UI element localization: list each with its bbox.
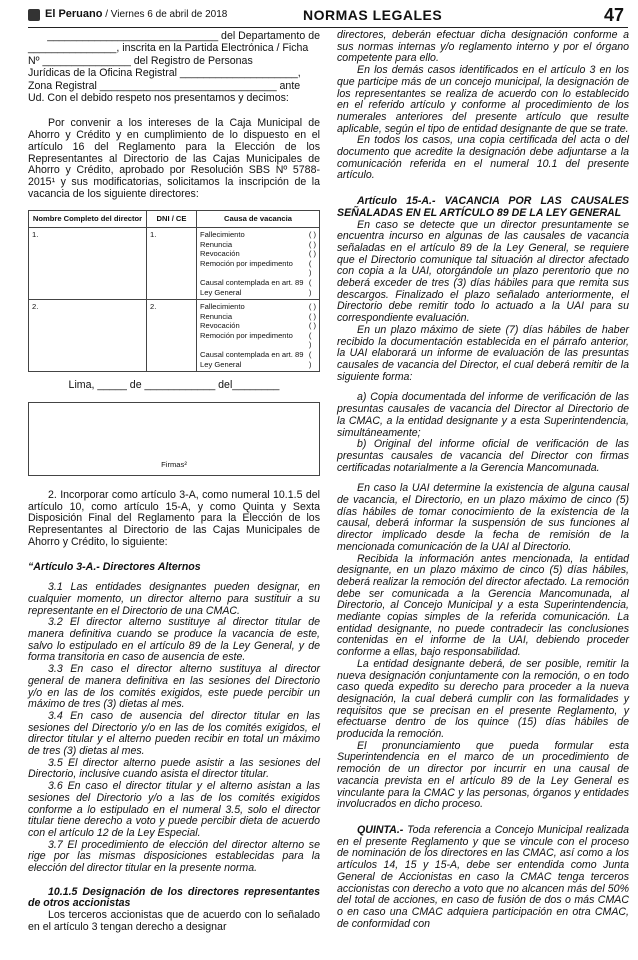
article-3a-body	[28, 582, 320, 875]
table-header: Nombre Completo del director	[29, 211, 147, 228]
table-header: Causa de vacancia	[197, 211, 320, 228]
newspaper-logo-icon	[28, 9, 40, 21]
paragraph: En todos los casos, una copia certificada del acta o del documento que acredite la designación debe adjuntarse a la comunicación referida en el numeral 10.1 del presente artículo.	[337, 134, 629, 182]
cause-checkbox: ( )	[308, 302, 316, 312]
paragraph: En los demás casos identificados en el artículo 3 en los que participe más de un concejo municipal, la designación de los representantes se realiza de acuerdo con lo establecido en el referido artículo y conforme al procedimiento de los numerales anteriores del presente artículo que resulte aplicable, según el tipo de entidad designante de que se trate.	[337, 64, 629, 135]
form-line: _______________, inscrita en la Partida Electrónica / Ficha	[28, 42, 309, 55]
cause-label: Revocación	[200, 249, 240, 259]
cause-label: Fallecimiento	[200, 302, 245, 312]
paragraph: directores, deberán efectuar dicha designación conforme a sus normas internas y/o reglamento interno y por el órgano competente para ello.	[337, 29, 629, 65]
quinta-text: Toda referencia a Concejo Municipal realizada en el presente Reglamento y que se vincule con el proceso de nominación de los directores en las CMAC, así como a los artículos 14, 15 y 15-A, debe ser entendida como Junta General de Accionistas en caso la CMAC tenga terceros accionistas con derecho a voto que no alcancen más del 50% del total de acciones, en caso de fusión de dos o más CMAC o en caso una CMAC adquiera participación en otra CMAC, de conformidad con	[337, 824, 629, 930]
publication-name: El Peruano / Viernes 6 de abril de 2018	[45, 8, 228, 20]
intro-paragraph: Por convenir a los intereses de la Caja Municipal de Ahorro y Crédito y en cumplimiento de lo dispuesto en el artículo 16 del Reglamento para la Elección de los Representantes al Directorio de las Cajas Municipales de Ahorro y Crédito, aprobado por Resolución SBS Nº 5788-2015¹ y sus modificatorias, solicitamos la inscripción de la vacancia de los siguiente directores:	[28, 117, 320, 200]
article-paragraph: 3.7 El procedimiento de elección del director alterno se rige por las mismas disposiciones establecidas para la elección del director titular en la presente norma.	[28, 838, 320, 875]
article-paragraph: 3.3 En caso el director alterno sustituya al director general de manera definitiva en las sesiones del Directorio y/o en las de los comités exigidos, este puede percibir un máximo de tres (3) dietas al mes.	[28, 663, 320, 711]
cause-label: Causal contemplada en art. 89 Ley General	[200, 277, 304, 297]
cause-checkbox: ( )	[308, 277, 312, 297]
cause-label: Remoción por impedimento	[200, 258, 293, 268]
quinta-title: QUINTA.-	[357, 824, 404, 836]
form-line: Jurídicas de la Oficina Registral ____________________,	[28, 67, 301, 80]
director-name-cell: 1.	[29, 227, 147, 299]
page-header	[28, 6, 628, 28]
article-paragraph: 3.2 El director alterno sustituye al director titular de manera definitiva cuando se produce la vacancia de este, salvo lo estipulado en el artículo 89 de la Ley General, y de forma transitoria en caso de ausencia de este.	[28, 616, 320, 664]
cause-label: Fallecimiento	[200, 229, 245, 239]
table-row	[29, 300, 320, 372]
form-line: Zona Registral ______________________________ ante	[28, 79, 301, 92]
paragraph: a) Copia documentada del informe de verificación de las presuntas causales de vacancia del Director al Directorio de la CMAC, a la entidad designante y a esta Superintendencia, simultáneamente;	[337, 391, 629, 439]
dni-cell: 1.	[147, 227, 197, 299]
paragraph: La entidad designante deberá, de ser posible, remitir la nueva designación conjuntamente con la remoción, o en todo caso queda expedito su derecho para proceder a la nueva designación, la cual deberá cumplir con las formalidades y requisitos que se precisan en el presente Reglamento, y efectuarse dentro de los quince (15) días hábiles de producida la remoción.	[337, 657, 629, 741]
director-name-cell: 2.	[29, 300, 147, 372]
right-column	[337, 30, 629, 930]
cause-cell	[197, 227, 320, 299]
section-title: NORMAS LEGALES	[303, 7, 443, 23]
cause-checkbox: ( )	[308, 249, 316, 259]
cause-checkbox: ( )	[308, 330, 312, 350]
article-paragraph: 3.4 En caso de ausencia del director titular en las sesiones del Directorio y/o en las de los comités exigidos, el director titular y el alterno pueden recibir en total un máximo de tres (3) dietas al mes.	[28, 709, 320, 758]
cause-label: Causal contemplada en art. 89 Ley General	[200, 350, 304, 369]
article-15a-title: Artículo 15-A.- VACANCIA POR LAS CAUSALES SEÑALADAS EN EL ARTÍCULO 89 DE LA LEY GENERAL	[337, 195, 629, 219]
numeral-1015-text: Los terceros accionistas que de acuerdo con lo señalado en el artículo 3 tengan derecho a designar	[28, 909, 320, 933]
numeral-1015-title: 10.1.5 Designación de los directores representantes de otros accionistas	[28, 885, 320, 910]
cause-checkbox: ( )	[308, 350, 312, 369]
table-row	[29, 227, 320, 299]
form-header-lines	[28, 30, 320, 104]
cause-label: Remoción por impedimento	[200, 330, 293, 340]
article-3a-title: “Artículo 3-A.- Directores Alternos	[28, 561, 201, 574]
cause-label: Revocación	[200, 321, 240, 331]
article-paragraph: 3.5 El director alterno puede asistir a las sesiones del Directorio, inclusive cuando asista el director titular.	[28, 756, 320, 781]
left-column	[28, 30, 320, 934]
cause-checkbox: ( )	[308, 229, 316, 239]
paragraph: En caso la UAI determine la existencia de alguna causal de vacancia, el Directorio, en un plazo máximo de cinco (5) días hábiles de tomar conocimiento de la existencia de la causal, deberá informar la suspensión de sus funciones al director implicado desde la fecha de remisión de la mencionada comunicación de la UAI al Directorio.	[337, 482, 629, 553]
cause-cell	[197, 300, 320, 372]
signature-label: Firmas²	[161, 460, 187, 470]
quinta-paragraph	[337, 825, 629, 930]
paragraph: Recibida la información antes mencionada, la entidad designante, en un plazo máximo de cinco (5) días hábiles, deberá realizar la remoción del director afectado. La remoción debe ser comunicada a la Gerencia Mancomunada, al Directorio, al Concejo Municipal y a esta Superintendencia, mediante copias simples de la referida comunicación. La entidad designante, no puede contradecir las conclusiones contenidas en el informe de la UAI, debiendo proceder conforme a ellas, bajo responsabilidad.	[337, 552, 629, 659]
paragraph: En un plazo máximo de siete (7) días hábiles de haber recibido la documentación establecida en el párrafo anterior, la UAI elaborará un informe de evaluación de las presuntas causales de vacancia del Director, el cual deberá remitir de la siguiente forma:	[337, 323, 629, 383]
vacancy-table	[28, 210, 320, 372]
cause-label: Renuncia	[200, 239, 233, 249]
article-paragraph: 3.1 Las entidades designantes pueden designar, en cualquier momento, un director alterno para sustituir a su representante en el Directorio de una CMAC.	[28, 581, 320, 617]
form-line: _____________________________ del Departamento de	[47, 30, 320, 42]
date-place-line: Lima, _____ de ____________ del________	[68, 379, 280, 392]
paragraph: El pronunciamiento que pueda formular esta Superintendencia en el marco de un procedimiento de remoción de un director por incurrir en una causal de vacancia prevista en el artículo 89 de la Ley General es vinculante para la CMAC y las personas, órganos y entidades involucrados en dicho proceso.	[337, 739, 629, 811]
form-line: Ud. Con el debido respeto nos presentamos y decimos:	[28, 92, 289, 105]
incorporation-paragraph: 2. Incorporar como artículo 3-A, como numeral 10.1.5 del artículo 10, como artículo 15-A, y como Quinta y Sexta Disposición Final del Reglamento para la Elección de los Representantes al Directorio de las Cajas Municipales de Ahorro y Crédito, lo siguiente:	[28, 488, 320, 548]
cause-checkbox: ( )	[308, 311, 316, 321]
cause-checkbox: ( )	[308, 239, 316, 249]
publication-date: / Viernes 6 de abril de 2018	[102, 9, 228, 20]
paragraph: En caso se detecte que un director presuntamente se encuentra incurso en algunas de las causales de vacancia señaladas en el artículo 89 de la Ley General, se requiere que el Directorio comunique tal situación al director afectado con copia a la UAI, otorgándole un plazo perentorio que no deberá exceder de tres (3) días hábiles para que remita sus descargos. Finalizado el plazo señalado anteriormente, el Directorio debe remitir todo lo actuado a la UAI para su correspondiente evaluación.	[337, 218, 629, 325]
cause-checkbox: ( )	[308, 321, 316, 331]
paragraph: b) Original del informe oficial de verificación de las presuntas causales de vacancia del Director con firmas certificadas notarialmente a la Gerencia Mancomunada.	[337, 438, 629, 474]
page-number: 47	[603, 5, 624, 25]
dni-cell: 2.	[147, 300, 197, 372]
article-paragraph: 3.6 En caso el director titular y el alterno asistan a las sesiones del Directorio y/o a las de los comités exigidos conforme a lo estipulado en el numeral 3.5, solo el director titular tiene derecho a voto y puede percibir dieta de acuerdo con el artículo 12 de la Ley Especial.	[28, 780, 320, 839]
form-line: Nº _______________ del Registro de Personas	[28, 54, 253, 67]
table-header: DNI / CE	[147, 211, 197, 228]
cause-label: Renuncia	[200, 311, 233, 321]
signature-box	[28, 402, 320, 476]
cause-checkbox: ( )	[308, 258, 312, 278]
